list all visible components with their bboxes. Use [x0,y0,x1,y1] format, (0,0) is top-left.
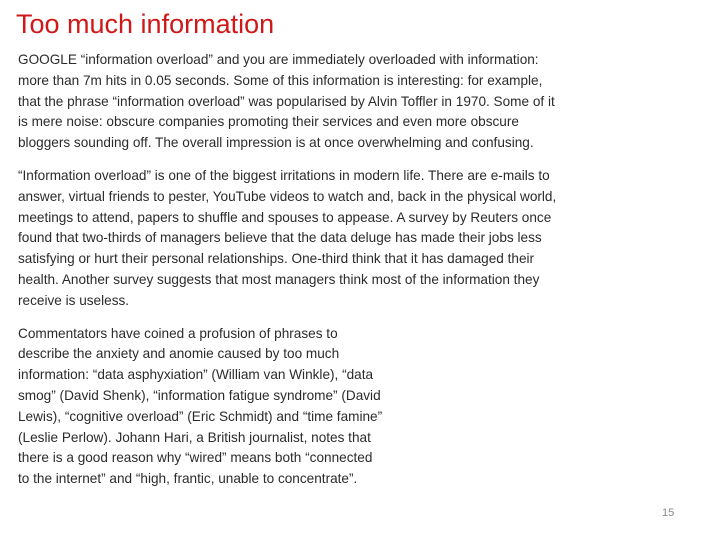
paragraph-2 [18,166,556,312]
paragraph-1 [18,50,556,154]
text-line: bloggers sounding off. The overall impression is at once overwhelming and confusing. [18,135,534,151]
text-line: “Information overload” is one of the biggest irritations in modern life. There are e-mails to [18,167,550,183]
text-line: more than 7m hits in 0.05 seconds. Some of this information is interesting: for example, [18,72,543,88]
text-line: meetings to attend, papers to shuffle and spouses to appease. A survey by Reuters once [18,209,552,225]
text-line: answer, virtual friends to pester, YouTube videos to watch and, back in the physical world, [18,188,557,204]
page-number: 15 [662,507,675,519]
text-line: to the internet” and “high, frantic, unable to concentrate”. [18,471,358,487]
text-line: smog” (David Shenk), “information fatigue syndrome” (David [18,387,381,403]
slide-title: Too much information [16,9,275,39]
paragraph-3 [18,324,556,490]
text-line: is mere noise: obscure companies promoting their services and even more obscure [18,114,519,130]
text-line: receive is useless. [18,292,130,308]
text-line: Lewis), “cognitive overload” (Eric Schmidt) and “time famine” [18,408,383,424]
article-body [18,50,556,490]
text-line: found that two-thirds of managers believe that the data deluge has made their jobs less [18,230,542,246]
text-line: GOOGLE “information overload” and you are immediately overloaded with information: [18,52,539,67]
text-line: Commentators have coined a profusion of phrases to [18,325,338,341]
text-line: satisfying or hurt their personal relationships. One-third think that it has damaged their [18,251,535,267]
text-line: that the phrase “information overload” was popularised by Alvin Toffler in 1970. Some of it [18,93,555,109]
text-line: there is a good reason why “wired” means both “connected [18,450,373,466]
text-line: describe the anxiety and anomie caused by too much [18,346,340,362]
text-line: information: “data asphyxiation” (William van Winkle), “data [18,367,374,383]
text-line: health. Another survey suggests that most managers think most of the information they [18,271,540,287]
text-line: (Leslie Perlow). Johann Hari, a British journalist, notes that [18,429,371,445]
